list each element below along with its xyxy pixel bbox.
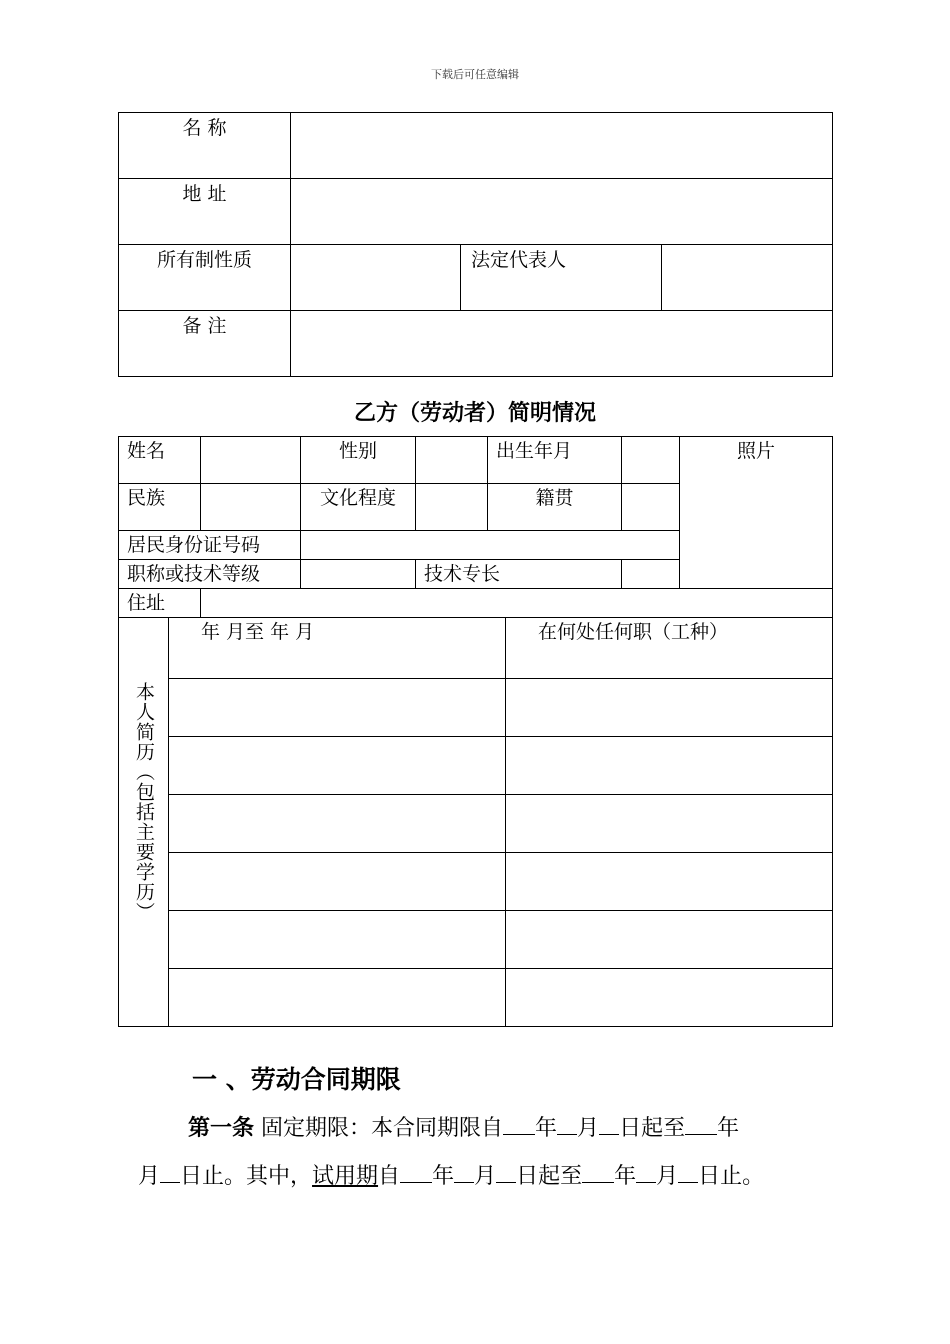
resume-period-field[interactable] xyxy=(169,853,506,911)
remarks-label: 备 注 xyxy=(119,311,291,377)
photo-box[interactable]: 照片 xyxy=(680,437,833,589)
article-label: 第一条 xyxy=(188,1116,255,1141)
party-b-table xyxy=(118,436,833,1027)
blank-field[interactable] xyxy=(582,1162,614,1183)
party-a-table xyxy=(118,112,833,377)
article-text: 日止。其中， xyxy=(180,1164,313,1189)
year-label: 年 xyxy=(614,1164,637,1189)
party-b-title: 乙方（劳动者）简明情况 xyxy=(353,401,596,426)
ownership-label: 所有制性质 xyxy=(119,245,291,311)
gender-label: 性别 xyxy=(301,437,416,484)
blank-field[interactable] xyxy=(400,1162,432,1183)
blank-field[interactable] xyxy=(496,1162,516,1183)
resume-period-field[interactable] xyxy=(169,969,506,1027)
day-start-label: 日起至 xyxy=(619,1116,686,1141)
resume-position-field[interactable] xyxy=(506,969,833,1027)
b-name-field[interactable] xyxy=(201,437,301,484)
b-name-label: 姓名 xyxy=(119,437,201,484)
resume-period-field[interactable] xyxy=(169,911,506,969)
month-label: 月 xyxy=(656,1164,679,1189)
remarks-field[interactable] xyxy=(291,311,833,377)
specialty-label: 技术专长 xyxy=(416,560,622,589)
year-label: 年 xyxy=(432,1164,455,1189)
year-label: 年 xyxy=(717,1116,740,1141)
id-label: 居民身份证号码 xyxy=(119,531,301,560)
blank-field[interactable] xyxy=(599,1114,619,1135)
ethnicity-label: 民族 xyxy=(119,484,201,531)
name-field[interactable] xyxy=(291,113,833,179)
b-address-field[interactable] xyxy=(201,589,833,618)
title-level-label: 职称或技术等级 xyxy=(119,560,301,589)
article-text: 固定期限：本合同期限自 xyxy=(261,1116,504,1141)
address-field[interactable] xyxy=(291,179,833,245)
gender-field[interactable] xyxy=(416,437,488,484)
education-label: 文化程度 xyxy=(301,484,416,531)
ownership-field[interactable] xyxy=(291,245,461,311)
id-field[interactable] xyxy=(301,531,680,560)
resume-position-field[interactable] xyxy=(506,911,833,969)
title-level-field[interactable] xyxy=(301,560,416,589)
year-label: 年 xyxy=(535,1116,558,1141)
resume-position-field[interactable] xyxy=(506,853,833,911)
b-address-label: 住址 xyxy=(119,589,201,618)
article-1-paragraph-cont xyxy=(138,1162,828,1190)
resume-position-field[interactable] xyxy=(506,737,833,795)
blank-field[interactable] xyxy=(503,1114,535,1135)
day-end-label: 日止。 xyxy=(698,1164,765,1189)
blank-field[interactable] xyxy=(685,1114,717,1135)
month-label: 月 xyxy=(474,1164,497,1189)
from-label: 自 xyxy=(378,1164,401,1189)
name-label: 名 称 xyxy=(119,113,291,179)
resume-label-cell xyxy=(119,618,169,1027)
resume-period-field[interactable] xyxy=(169,679,506,737)
ethnicity-field[interactable] xyxy=(201,484,301,531)
specialty-field[interactable] xyxy=(622,560,680,589)
blank-field[interactable] xyxy=(678,1162,698,1183)
legal-rep-label: 法定代表人 xyxy=(461,245,662,311)
resume-label: 本人简历（包括主要学历） xyxy=(133,682,155,922)
section-heading: 一 、劳动合同期限 xyxy=(192,1065,401,1094)
probation-term: 试用期 xyxy=(312,1164,379,1189)
resume-position-field[interactable] xyxy=(506,679,833,737)
blank-field[interactable] xyxy=(454,1162,474,1183)
legal-rep-field[interactable] xyxy=(662,245,833,311)
hometown-field[interactable] xyxy=(622,484,680,531)
education-field[interactable] xyxy=(416,484,488,531)
day-start-label: 日起至 xyxy=(516,1164,583,1189)
resume-position-field[interactable] xyxy=(506,795,833,853)
month-label: 月 xyxy=(577,1116,600,1141)
hometown-label: 籍贯 xyxy=(488,484,622,531)
month-label: 月 xyxy=(138,1164,161,1189)
resume-period-field[interactable] xyxy=(169,795,506,853)
header-note: 下载后可任意编辑 xyxy=(431,68,519,81)
birth-label: 出生年月 xyxy=(488,437,622,484)
blank-field[interactable] xyxy=(636,1162,656,1183)
blank-field[interactable] xyxy=(160,1162,180,1183)
blank-field[interactable] xyxy=(557,1114,577,1135)
resume-period-header: 年 月至 年 月 xyxy=(169,618,506,679)
article-1-paragraph xyxy=(138,1114,828,1142)
resume-period-field[interactable] xyxy=(169,737,506,795)
birth-field[interactable] xyxy=(622,437,680,484)
resume-position-header: 在何处任何职（工种） xyxy=(506,618,833,679)
address-label: 地 址 xyxy=(119,179,291,245)
